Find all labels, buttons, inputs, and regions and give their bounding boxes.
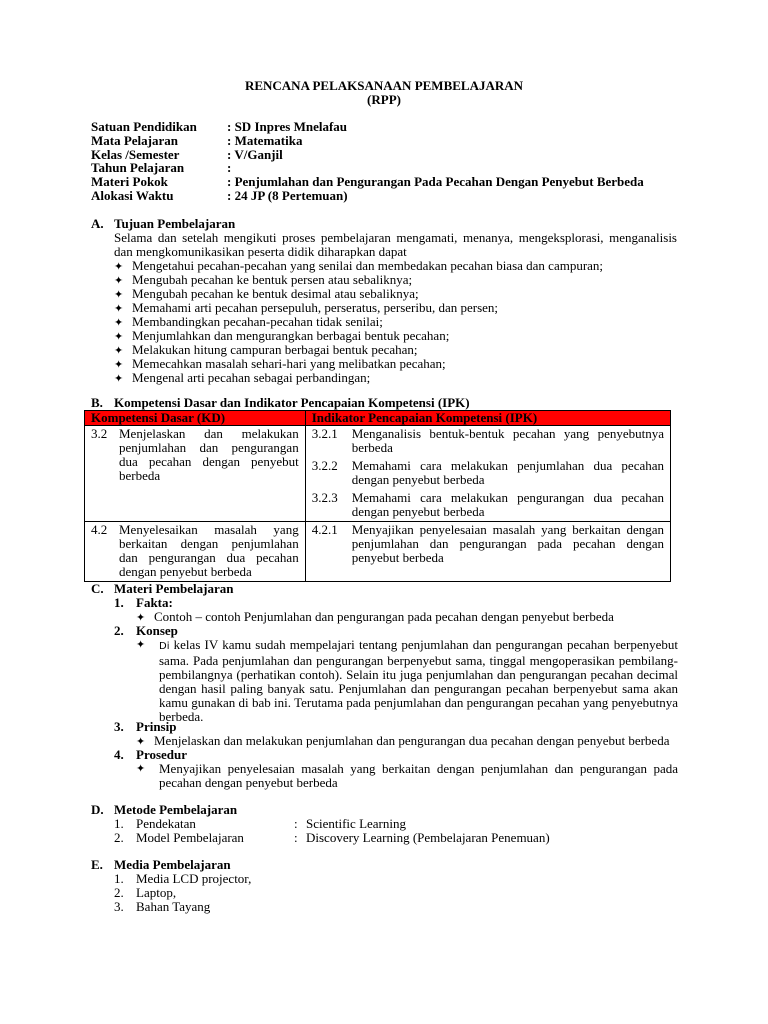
star-bullet-icon: ✦ — [114, 289, 124, 301]
star-bullet-icon: ✦ — [114, 303, 124, 315]
info-row: Kelas /Semester : V/Ganjil — [91, 146, 283, 162]
list-item: ✦ Mengenal arti pecahan sebagai perbandingan; — [114, 370, 371, 385]
info-row: Mata Pelajaran : Matematika — [91, 132, 303, 148]
list-item: ✦ Melakukan hitung campuran berbagai bentuk pecahan; — [114, 342, 418, 357]
star-bullet-icon: ✦ — [136, 763, 146, 775]
star-bullet-icon: ✦ — [136, 736, 146, 748]
list-item: ✦ Memecahkan masalah sehari-hari yang melibatkan pecahan; — [114, 356, 446, 371]
list-item: ✦ Menjumlahkan dan mengurangkan berbagai bentuk pecahan; — [114, 328, 450, 343]
info-row: Alokasi Waktu : 24 JP (8 Pertemuan) — [91, 187, 348, 203]
list-item: ✦ Menjelaskan dan melakukan penjumlahan dan pengurangan dua pecahan dengan penyebut berbeda — [136, 733, 670, 748]
star-bullet-icon: ✦ — [136, 639, 146, 651]
info-row: Materi Pokok : Penjumlahan dan Pengurangan Pada Pecahan Dengan Penyebut Berbeda — [91, 174, 644, 190]
star-bullet-icon: ✦ — [114, 317, 124, 329]
section-d-heading: D. Metode Pembelajaran — [91, 802, 238, 817]
column-header-ipk: Indikator Pencapaian Kompetensi (IPK) — [305, 411, 670, 426]
info-row: Satuan Pendidikan : SD Inpres Mnelafau — [91, 119, 348, 134]
star-bullet-icon: ✦ — [114, 331, 124, 343]
konsep-heading: 2. Konsep — [114, 623, 178, 638]
section-e-heading: E. Media Pembelajaran — [91, 857, 231, 872]
table-row — [85, 426, 671, 522]
list-item: 1. Pendekatan : Scientific Learning — [114, 816, 406, 831]
section-c-heading: C. Materi Pembelajaran — [91, 581, 234, 596]
competency-table — [84, 410, 671, 582]
media-list — [114, 872, 251, 914]
star-bullet-icon: ✦ — [136, 612, 146, 624]
ipk-cell: 3.2.1 Menganalisis bentuk-bentuk pecahan yang penyebutnya berbeda 3.2.2 Memahami cara melakukan penjumlahan dua pecahan dengan penyebut berbeda 3.2.3 Memahami cara melakukan pengurangan dua pecahan dengan penyebut berbeda — [305, 426, 670, 522]
star-bullet-icon: ✦ — [114, 261, 124, 273]
list-item: 2. Model Pembelajaran : Discovery Learning (Pembelajaran Penemuan) — [114, 830, 550, 845]
star-bullet-icon: ✦ — [114, 345, 124, 357]
list-item: 2. Laptop, — [114, 885, 177, 900]
prinsip-heading: 3. Prinsip — [114, 719, 177, 734]
list-item: ✦ Memahami arti pecahan persepuluh, perseratus, perseribu, dan persen; — [114, 300, 499, 315]
method-list — [114, 817, 550, 845]
star-bullet-icon: ✦ — [114, 373, 124, 385]
kd-cell: 4.2 Menyelesaikan masalah yang berkaitan dengan penjumlahan dan pengurangan dua pecahan dengan penyebut berbeda — [85, 522, 306, 582]
list-item: 1. Media LCD projector, — [114, 871, 252, 886]
info-row: Tahun Pelajaran : — [91, 160, 232, 176]
identity-block — [91, 120, 644, 203]
list-item: 3. Bahan Tayang — [114, 899, 211, 914]
list-item: ✦ Menyajikan penyelesaian masalah yang berkaitan dengan penjumlahan dan pengurangan pada pecahan dengan penyebut berbeda — [136, 761, 678, 790]
star-bullet-icon: ✦ — [114, 359, 124, 371]
fakta-heading: 1. Fakta: — [114, 595, 173, 610]
section-a-intro: Selama dan setelah mengikuti proses pembelajaran mengamati, menanya, mengeksplorasi, menganalisis dan mengkomunikasikan peserta didik diharapkan dapat — [114, 230, 677, 259]
list-item: ✦ Contoh – contoh Penjumlahan dan pengurangan pada pecahan dengan penyebut berbeda — [136, 609, 614, 624]
document-title: RENCANA PELAKSANAAN PEMBELAJARAN — [244, 78, 524, 93]
table-row — [85, 522, 671, 582]
column-header-kd: Kompetensi Dasar (KD) — [85, 411, 306, 426]
konsep-paragraph: ✦ Di kelas IV kamu sudah mempelajari tentang penjumlahan dan pengurangan pecahan berpenyebut sama. Pada penjumlahan dan pengurangan berpenyebut sama, tinggal mengoperasikan pembilang-pembilangnya (perhatikan contoh). Selain itu juga penjumlahan dan pengurangan pecahan decimal dengan hasil paling banyak satu. Penjumlahan dan pengurangan pecahan berpenyebut sama akan kamu gunakan di bab ini. Terutama pada penjumlahan dan pengurangan pecahan yang penyebutnya berbeda. — [136, 637, 678, 724]
prosedur-heading: 4. Prosedur — [114, 747, 188, 762]
list-item: ✦ Mengetahui pecahan-pecahan yang senilai dan membedakan pecahan biasa dan campuran; — [114, 258, 604, 273]
list-item: ✦ Mengubah pecahan ke bentuk persen atau sebaliknya; — [114, 272, 413, 287]
kd-cell: 3.2 Menjelaskan dan melakukan penjumlahan dan pengurangan dua pecahan dengan penyebut berbeda — [85, 426, 306, 522]
document-subtitle: (RPP) — [367, 92, 401, 107]
star-bullet-icon: ✦ — [114, 275, 124, 287]
section-b-heading: B. Kompetensi Dasar dan Indikator Pencapaian Kompetensi (IPK) — [91, 395, 470, 410]
list-item: ✦ Membandingkan pecahan-pecahan tidak senilai; — [114, 314, 383, 329]
section-a-heading: A. Tujuan Pembelajaran — [91, 216, 236, 231]
ipk-cell: 4.2.1 Menyajikan penyelesaian masalah yang berkaitan dengan penjumlahan dan pengurangan pada pecahan dengan penyebut berbeda — [305, 522, 670, 582]
list-item: ✦ Mengubah pecahan ke bentuk desimal atau sebaliknya; — [114, 286, 419, 301]
